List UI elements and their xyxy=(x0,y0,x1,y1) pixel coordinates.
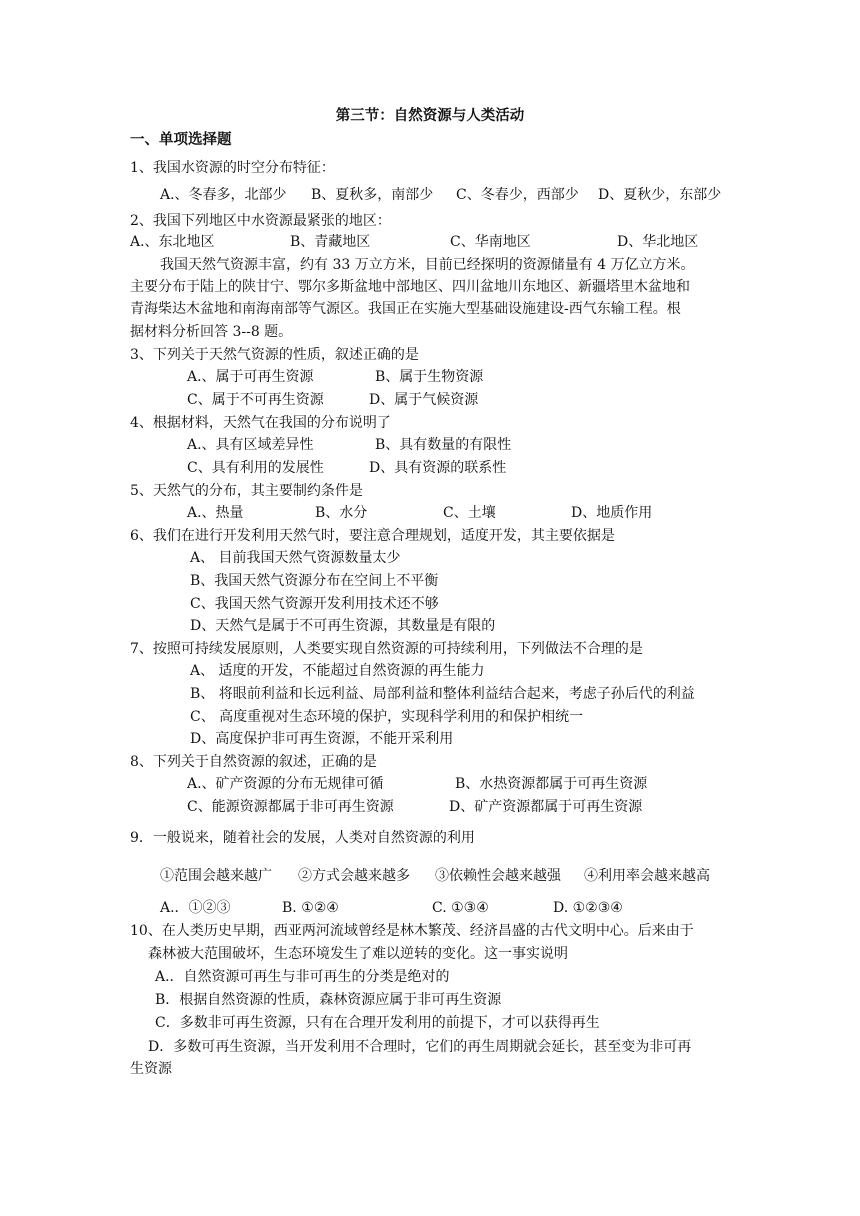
page-title: 第三节：自然资源与人类活动 xyxy=(335,107,525,124)
question-8-stem: 8、下列关于自然资源的叙述，正确的是 xyxy=(130,754,377,770)
material-line-1: 我国天然气资源丰富，约有 33 万立方米，目前已经探明的资源储量有 4 万亿立方米。 xyxy=(160,257,695,273)
question-10-stem-line-1: 10、在人类历史早期，西亚两河流域曾经是林木繁茂、经济昌盛的古代文明中心。后来由于 xyxy=(130,923,694,939)
option-d: D、具有资源的联系性 xyxy=(369,460,507,476)
question-10-option-c: C．多数非可再生资源，只有在合理开发利用的前提下，才可以获得再生 xyxy=(155,1015,600,1031)
question-5-options xyxy=(187,503,652,523)
option-c: C、冬春少，西部少 xyxy=(456,187,579,203)
question-9-items xyxy=(160,866,710,886)
option-a: A.、热量 xyxy=(187,505,244,521)
option-d: D、属于气候资源 xyxy=(369,392,479,408)
question-3-options-row2 xyxy=(187,390,478,410)
option-a: A.、东北地区 xyxy=(130,234,215,250)
option-a: A.、冬春多，北部少 xyxy=(160,187,287,203)
option-d: D. ①②③④ xyxy=(553,900,623,916)
question-4-stem: 4、根据材料，天然气在我国的分布说明了 xyxy=(130,415,391,431)
question-10-option-d-continued: 生资源 xyxy=(130,1061,172,1077)
material-line-3: 青海柴达木盆地和南海南部等气源区。我国正在实施大型基础设施建设-西气东输工程。根 xyxy=(130,301,681,317)
option-b: B、青藏地区 xyxy=(290,234,371,250)
option-c: C. ①③④ xyxy=(432,900,489,916)
question-2-options xyxy=(130,232,698,252)
question-9-options xyxy=(160,898,623,918)
option-a: A.、属于可再生资源 xyxy=(187,369,314,385)
question-10-option-d: D．多数可再生资源，当开发利用不合理时，它们的再生周期就会延长，甚至变为非可再 xyxy=(148,1039,692,1055)
question-7-stem: 7、按照可持续发展原则，人类要实现自然资源的可持续利用，下列做法不合理的是 xyxy=(130,641,643,657)
question-7-option-c: C、 高度重视对生态环境的保护，实现科学利用的和保护相统一 xyxy=(190,709,584,725)
option-c: C、华南地区 xyxy=(450,234,531,250)
option-c: C、具有利用的发展性 xyxy=(187,460,324,476)
question-7-option-a: A、 适度的开发，不能超过自然资源的再生能力 xyxy=(190,663,485,679)
item-1: ①范围会越来越广 xyxy=(160,868,272,884)
question-10-option-a: A.．自然资源可再生与非可再生的分类是绝对的 xyxy=(155,969,450,985)
question-6-option-b: B、我国天然气资源分布在空间上不平衡 xyxy=(190,573,439,589)
option-d: D、矿产资源都属于可再生资源 xyxy=(449,799,643,815)
question-6-option-a: A、 目前我国天然气资源数量太少 xyxy=(190,550,401,566)
question-3-options-row1 xyxy=(187,367,483,387)
option-d: D、夏秋少，东部少 xyxy=(598,187,722,203)
material-line-2: 主要分布于陆上的陕甘宁、鄂尔多斯盆地中部地区、四川盆地川东地区、新疆塔里木盆地和 xyxy=(130,279,690,295)
question-2-stem: 2、我国下列地区中水资源最紧张的地区： xyxy=(130,213,391,229)
question-4-options-row2 xyxy=(187,458,506,478)
option-b: B、水热资源都属于可再生资源 xyxy=(455,776,648,792)
option-c: C、土壤 xyxy=(443,505,496,521)
option-d: D、华北地区 xyxy=(617,234,699,250)
question-5-stem: 5、天然气的分布，其主要制约条件是 xyxy=(130,483,363,499)
question-10-stem-line-2: 森林被大范围破坏，生态环境发生了难以逆转的变化。这一事实说明 xyxy=(148,946,568,962)
question-7-option-d: D、高度保护非可再生资源，不能开采利用 xyxy=(190,731,454,747)
option-a: A.、具有区域差异性 xyxy=(187,437,314,453)
question-4-options-row1 xyxy=(187,435,511,455)
question-8-options-row2 xyxy=(187,797,642,817)
option-b: B、水分 xyxy=(315,505,368,521)
question-6-option-d: D、天然气是属于不可再生资源，其数量是有限的 xyxy=(190,618,496,634)
question-1-stem: 1、我国水资源的时空分布特征： xyxy=(130,160,335,176)
question-6-option-c: C、我国天然气资源开发利用技术还不够 xyxy=(190,596,439,612)
question-8-options-row1 xyxy=(187,774,647,794)
section-heading: 一、单项选择题 xyxy=(130,131,232,148)
option-a: A.、矿产资源的分布无规律可循 xyxy=(187,776,384,792)
option-b: B、具有数量的有限性 xyxy=(375,437,512,453)
option-d: D、地质作用 xyxy=(571,505,653,521)
question-6-stem: 6、我们在进行开发利用天然气时，要注意合理规划，适度开发，其主要依据是 xyxy=(130,528,615,544)
item-3: ③依赖性会越来越强 xyxy=(435,868,561,884)
question-10-option-b: B．根据自然资源的性质，森林资源应属于非可再生资源 xyxy=(155,992,502,1008)
option-a: A.．①②③ xyxy=(160,900,231,916)
question-7-option-b: B、 将眼前利益和长远利益、局部利益和整体利益结合起来，考虑子孙后代的利益 xyxy=(190,686,695,702)
item-4: ④利用率会越来越高 xyxy=(584,868,710,884)
option-b: B、夏秋多，南部少 xyxy=(311,187,434,203)
question-9-stem: 9．一般说来，随着社会的发展，人类对自然资源的利用 xyxy=(130,830,475,846)
option-c: C、属于不可再生资源 xyxy=(187,392,324,408)
material-line-4: 据材料分析回答 3--8 题。 xyxy=(130,324,293,340)
question-1-options xyxy=(160,185,721,205)
option-b: B、属于生物资源 xyxy=(375,369,484,385)
item-2: ②方式会越来越多 xyxy=(298,868,410,884)
option-c: C、能源资源都属于非可再生资源 xyxy=(187,799,394,815)
question-3-stem: 3、下列关于天然气资源的性质，叙述正确的是 xyxy=(130,347,419,363)
option-b: B. ①②④ xyxy=(282,900,339,916)
